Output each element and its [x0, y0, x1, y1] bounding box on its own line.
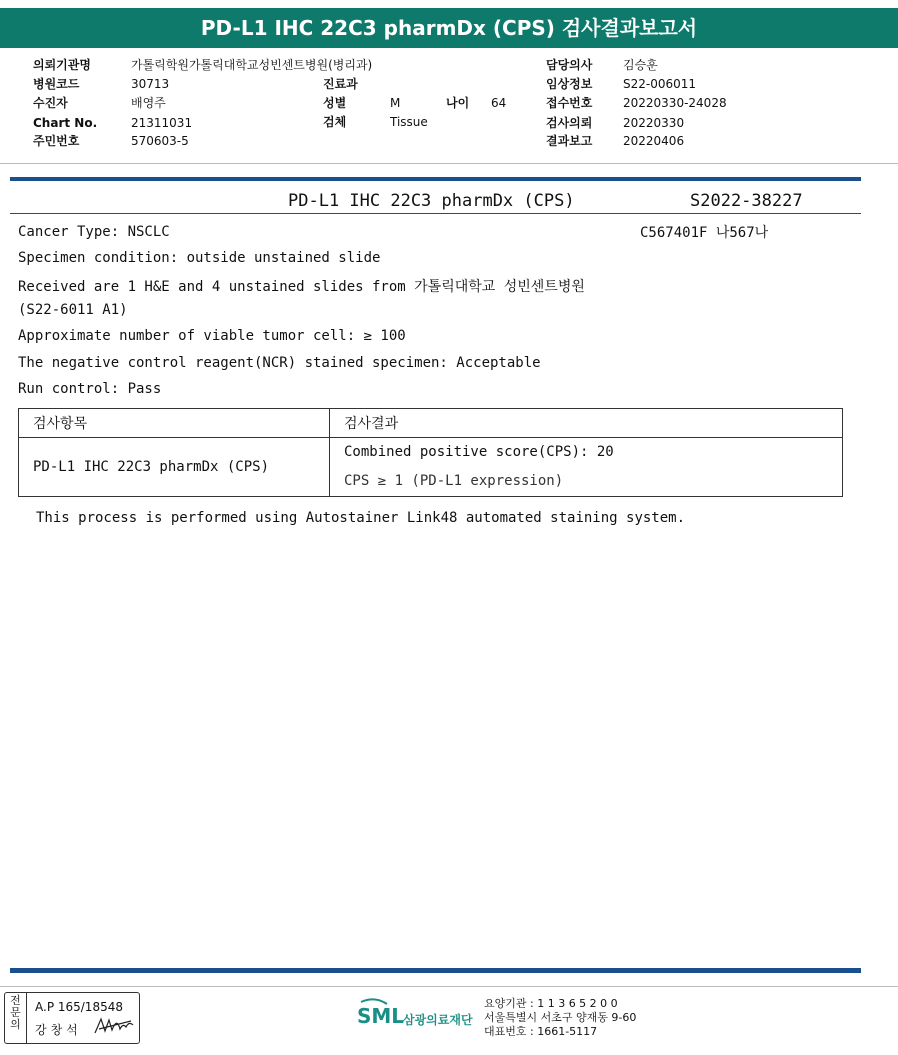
header-divider: [0, 163, 898, 164]
chart-value: 21311031: [131, 116, 193, 130]
doctor-value: 김승훈: [623, 58, 658, 72]
institution-label: 의뢰기관명: [33, 58, 91, 72]
report-line: Specimen condition: outside unstained slide: [18, 250, 381, 266]
chart-label: Chart No.: [33, 116, 98, 130]
table-row: [19, 438, 843, 497]
footer-address: [484, 997, 636, 1039]
report-title: PD-L1 IHC 22C3 pharmDx (CPS) 검사결과보고서: [0, 8, 898, 48]
org-address: 서울특별시 서초구 양재동 9-60: [484, 1011, 637, 1024]
result-table: [18, 408, 843, 497]
dept-label: 진료과: [323, 77, 358, 91]
report-header-rule: [10, 213, 861, 214]
age-value: 64: [491, 96, 507, 110]
institution-row: [33, 58, 91, 72]
report-date-label: 결과보고: [546, 134, 593, 148]
receipt-value: 20220330-24028: [623, 96, 727, 110]
clinical-value: S22-006011: [623, 77, 697, 91]
col-item-header: 검사항목: [19, 409, 330, 438]
report-number: S2022-38227: [690, 191, 803, 211]
id-value: 570603-5: [131, 134, 189, 148]
report-line: (S22-6011 A1): [18, 302, 128, 318]
logo-text: SML: [357, 1004, 405, 1028]
id-label: 주민번호: [33, 134, 80, 148]
report-test-name: PD-L1 IHC 22C3 pharmDx (CPS): [288, 191, 575, 211]
report-top-rule: [10, 177, 861, 181]
process-note: This process is performed using Autostainer Link48 automated staining system.: [36, 510, 686, 526]
stamp-side-label: 전문의: [5, 993, 27, 1043]
specimen-code: C567401F 나567나: [640, 225, 769, 241]
col-result-header: 검사결과: [330, 409, 843, 438]
result-table-header: [19, 409, 843, 438]
patient-label: 수진자: [33, 96, 68, 110]
institution-value: 가톨릭학원가톨릭대학교성빈센트병원(병리과): [131, 58, 373, 72]
report-bottom-rule: [10, 968, 861, 973]
sex-label: 성별: [323, 96, 347, 110]
specimen-label: 검체: [323, 115, 347, 129]
report-line: Approximate number of viable tumor cell: ≥ 100: [18, 328, 406, 344]
sml-logo: [357, 998, 477, 1032]
patient-value: 배영주: [131, 96, 166, 110]
org-code: 요양기관 : 1 1 3 6 5 2 0 0: [484, 997, 618, 1010]
cps-score: Combined positive score(CPS): 20: [344, 444, 614, 460]
age-label: 나이: [446, 96, 470, 110]
org-name: 삼광의료재단: [403, 1013, 473, 1027]
report-line: The negative control reagent(NCR) stained specimen: Acceptable: [18, 355, 541, 371]
request-value: 20220330: [623, 116, 685, 130]
specimen-value: Tissue: [390, 115, 428, 129]
hospital-code-value: 30713: [131, 77, 170, 91]
report-line: Run control: Pass: [18, 381, 162, 397]
ap-number: A.P 165/18548: [35, 1000, 123, 1014]
report-date-value: 20220406: [623, 134, 685, 148]
sex-value: M: [390, 96, 401, 110]
receipt-label: 접수번호: [546, 96, 593, 110]
hospital-code-label: 병원코드: [33, 77, 80, 91]
request-label: 검사의뢰: [546, 116, 593, 130]
pathologist-stamp: [4, 992, 140, 1044]
signature-icon: [93, 1015, 135, 1037]
org-phone: 대표번호 : 1661-5117: [484, 1025, 598, 1038]
cps-interpretation: CPS ≥ 1 (PD-L1 expression): [344, 473, 564, 489]
clinical-label: 임상정보: [546, 77, 593, 91]
report-line: Received are 1 H&E and 4 unstained slides from 가톨릭대학교 성빈센트병원: [18, 279, 585, 295]
pathologist-name: 강창석: [35, 1023, 82, 1037]
footer-divider: [0, 986, 898, 987]
result-values: [330, 438, 843, 497]
report-line: Cancer Type: NSCLC: [18, 224, 170, 240]
result-item: PD-L1 IHC 22C3 pharmDx (CPS): [19, 438, 330, 497]
doctor-label: 담당의사: [546, 58, 593, 72]
